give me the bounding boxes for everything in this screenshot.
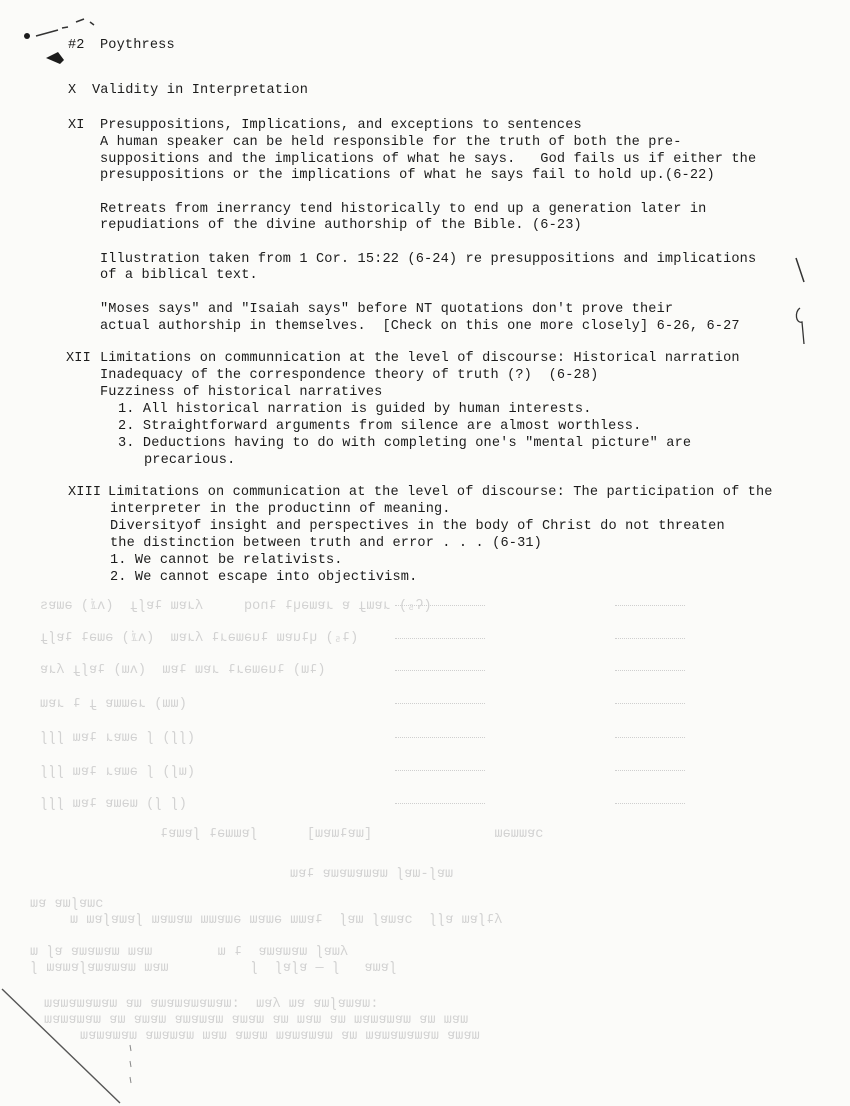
- section-xiii-list-item: 2. We cannot escape into objectivism.: [110, 570, 418, 585]
- section-xiii-title: Limitations on communication at the level of discourse: The participation of the: [108, 485, 773, 500]
- bleed-through-line: [615, 803, 685, 804]
- bleed-through-text: ʃɐɯɐ ʃ — ɐʃɐʃ ʃ ɯɐɯ ɯɐɯɐɯɐʃɐɯɐɯ ʃ: [30, 961, 398, 976]
- section-xi-line: actual authorship in themselves. [Check on this one more closely] 6-26, 6-27: [100, 319, 740, 334]
- section-xi-line: of a biblical text.: [100, 268, 258, 283]
- bleed-through-text: ɯɐʃ-ɯɐʃ ɯɐɯɐɯɐɯɐ ʇɐɯ: [290, 867, 454, 882]
- section-xi-line: Retreats from inerrancy tend historically to end up a generation later in: [100, 202, 707, 217]
- section-xiii-line: Diversityof insight and perspectives in the body of Christ do not threaten: [110, 519, 725, 534]
- bleed-through-text: (ʇ₅) ɥʇuɐɯ ʇuǝɯǝɹʇ ʎɹɐɯ (ʌⅈ) ǝɯǝʇ ʇɐʃɟ: [40, 631, 359, 646]
- section-xii-list-item: 2. Straightforward arguments from silence are almost worthless.: [118, 419, 642, 434]
- section-xi-line: Illustration taken from 1 Cor. 15:22 (6-24) re presuppositions and implications: [100, 252, 757, 267]
- bleed-through-line: [395, 638, 485, 639]
- section-xii-title: Limitations on communnication at the level of discourse: Historical narration: [100, 351, 740, 366]
- section-xii-line: Fuzziness of historical narratives: [100, 385, 383, 400]
- bleed-through-text: :ɯɐɯɐʃɯɐ ɐɯ ʎɐɯ :ɯɐɯɐɯɐɯɐɯɐ ɯɐ ɯɐɯɐɯɐɯɐɯ: [44, 997, 379, 1012]
- bleed-through-line: [395, 605, 485, 606]
- section-xi-title: Presuppositions, Implications, and exceptions to sentences: [100, 118, 582, 133]
- bleed-through-text: (ʃ ʃ) ɯǝɯɐ ʇɐɯ ʃʃʃ: [40, 797, 187, 812]
- section-xii-line: Inadequacy of the correspondence theory of truth (?) (6-28): [100, 368, 599, 383]
- bleed-through-line: [395, 737, 485, 738]
- bleed-through-text: (ɯɯ) ɹǝɯɯɐ ɟ ʇ ɹɐɯ: [40, 697, 187, 712]
- section-xii-list-item: precarious.: [144, 453, 236, 468]
- bleed-through-text: (ʕ₅) ɹɐɯɟ ɐ ɹɐɯǝɥʇ ʇnoq ʎɹɐɯ ʇɐʃɟ (ʌⅈ) ǝɯɐs: [40, 599, 432, 614]
- bleed-through-line: [395, 670, 485, 671]
- section-xiii-line: interpreter in the productinn of meaning.: [110, 502, 451, 517]
- header-number: #2: [68, 38, 85, 53]
- section-xi-line: presuppositions or the implications of what he says fail to hold up.(6-22): [100, 168, 715, 183]
- bleed-through-text: (ʃʃ) ʃ ǝɯɐɹ ʇɐɯ ʃʃʃ: [40, 731, 195, 746]
- pen-scribble-mark: [18, 14, 98, 66]
- header-name: Poythress: [100, 38, 175, 53]
- bleed-through-text: (ɯʃ) ʃ ǝɯɐɹ ʇɐɯ ʃʃʃ: [40, 765, 195, 780]
- bleed-through-line: [395, 770, 485, 771]
- bleed-through-text: ɔɐɯɯǝɯ [ɯɐʇɯɐɯ] ʃɐɯɯǝʇ ʃɐɯɐʇ: [160, 827, 544, 842]
- bleed-through-text: ɔɯɐʃɯɐ ɐɯ: [30, 897, 104, 912]
- bleed-through-text: ʎʇʃɐɯ ɐʃʃ ɔɐɯɐʃ ɯɐʃ ʇɐɯɯ ǝɯɐɯ ǝɯɐɯɯ ɯɐɯɐɯ ʃɐɯɐʃɐɯ ɯ: [70, 913, 503, 928]
- margin-pen-mark: [790, 250, 820, 350]
- bleed-through-text: ʎɯɐʃ ɯɐɯɐɯɐ ʇ ɯ ɯɐɯ ɯɐɯɐɯɐ ɐʃ ɯ: [30, 945, 349, 960]
- bleed-through-line: [615, 737, 685, 738]
- bleed-through-line: [615, 605, 685, 606]
- section-xii-list-item: 3. Deductions having to do with completing one's "mental picture" are: [118, 436, 692, 451]
- bleed-through-line: [395, 803, 485, 804]
- bleed-through-line: [615, 670, 685, 671]
- section-xii-number: XII: [66, 351, 91, 366]
- bleed-through-text: ɯɐɯ ɯɐ ɯɐɯɐɯɐɯ ɯɐ ɯɐɯ ɯɐ ɯɐɯɐ ɯɐɯɐɯɐ ɯɐɯɐ ɯɐ ɯɐɯɐɯɐɯ: [44, 1013, 469, 1028]
- section-xi-line: A human speaker can be held responsible for the truth of both the pre-: [100, 135, 682, 150]
- section-x-title: Validity in Interpretation: [92, 83, 308, 98]
- section-xiii-line: the distinction between truth and error . . . (6-31): [110, 536, 542, 551]
- corner-scan-line: [0, 985, 140, 1106]
- section-xi-line: suppositions and the implications of what he says. God fails us if either the: [100, 152, 757, 167]
- section-xi-line: "Moses says" and "Isaiah says" before NT quotations don't prove their: [100, 302, 674, 317]
- section-xi-number: XI: [68, 118, 85, 133]
- section-xii-list-item: 1. All historical narration is guided by human interests.: [118, 402, 592, 417]
- bleed-through-text: ɯɐɯɐ ɯɐɯɐɯɐɯɐɯ ɯɐ ɯɐɯɐɯɐɯ ɯɐɯɐ ɯɐɯ ɯɐɯɐɯɐ ɯɐɯɐɯɐɯ: [80, 1029, 480, 1044]
- section-xiii-number: XIII: [68, 485, 102, 500]
- bleed-through-line: [615, 703, 685, 704]
- section-xi-line: repudiations of the divine authorship of the Bible. (6-23): [100, 218, 582, 233]
- bleed-through-line: [395, 703, 485, 704]
- bleed-through-line: [615, 770, 685, 771]
- section-x-number: X: [68, 83, 77, 98]
- section-xiii-list-item: 1. We cannot be relativists.: [110, 553, 343, 568]
- bleed-through-text: (ʇɯ) ʇuǝɯǝɹʇ ɹɐɯ ʇɐɯ (ʌɯ) ʇɐʃɟ ʎɹɐ: [40, 663, 326, 678]
- bleed-through-line: [615, 638, 685, 639]
